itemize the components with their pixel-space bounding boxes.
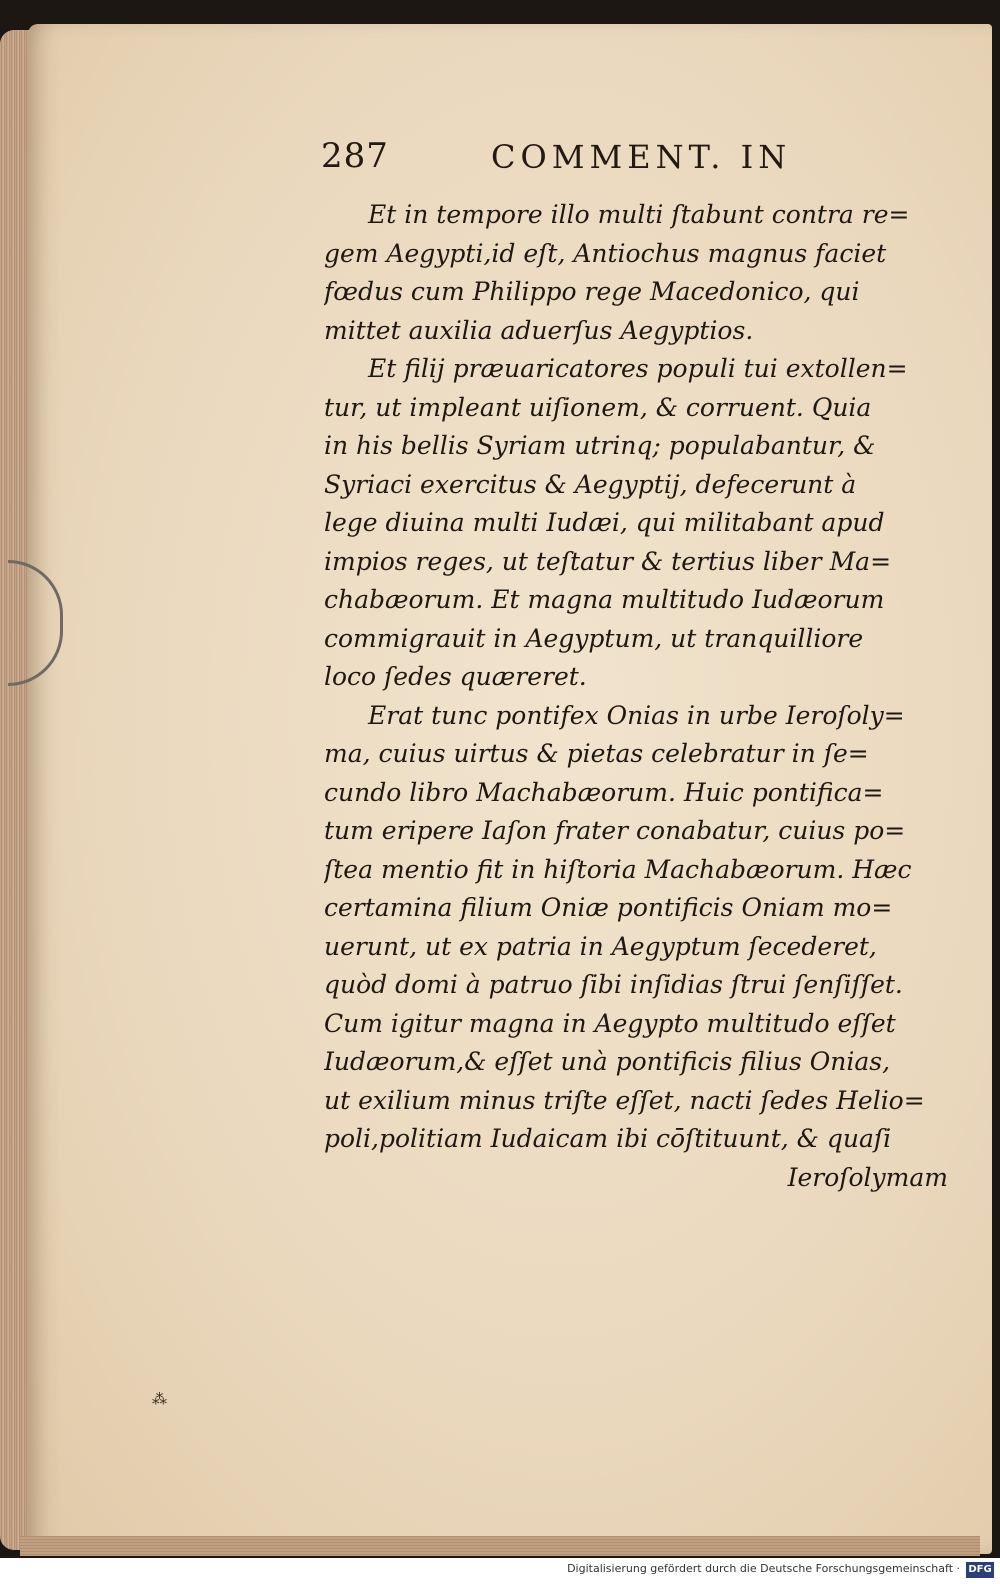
page-number: 287 — [321, 136, 389, 176]
text-line: Cum igitur magna in Aegypto multitudo eſſet — [324, 1008, 896, 1038]
paper-page — [28, 24, 992, 1554]
text-line: certamina filium Oniæ pontificis Oniam mo= — [324, 893, 893, 922]
text-line: impios reges, ut teſtatur & tertius liber Ma= — [324, 546, 892, 576]
page-block-bottom-edge — [20, 1536, 980, 1556]
ink-blot-mark: ⁂ — [152, 1390, 167, 1408]
text-line: lege diuina multi Iudæi, qui militabant apud — [324, 508, 885, 537]
text-line: in his bellis Syriam utrinq; populabantur, & — [324, 431, 876, 460]
dfg-logo: DFG — [966, 1562, 994, 1578]
text-line: ut exilium minus triſte eſſet, nacti ſedes Helio= — [324, 1085, 925, 1115]
text-line: ma, cuius uirtus & pietas celebratur in ſe= — [324, 739, 869, 768]
running-title: COMMENT. IN — [491, 138, 792, 176]
funding-credit: Digitalisierung gefördert durch die Deutsche Forschungsgemeinschaft · — [567, 1562, 960, 1575]
text-line: cundo libro Machabæorum. Huic pontifica= — [324, 777, 884, 807]
text-line: quòd domi à patruo ſibi inſidias ſtrui ſenſiſſet. — [324, 970, 903, 999]
text-line: Et in tempore illo multi ſtabunt contra re= — [368, 200, 910, 229]
text-line: poli,politiam Iudaicam ibi cōſtituunt, & quaſi — [324, 1124, 892, 1153]
text-line: Syriaci exercitus & Aegyptij, defecerunt à — [324, 469, 857, 499]
text-line: commigrauit in Aegyptum, ut tranquilliore — [324, 623, 864, 653]
catchword: Ieroſolymam — [787, 1162, 948, 1192]
text-line: Erat tunc pontifex Onias in urbe Ieroſoly= — [368, 700, 905, 730]
text-line: Iudæorum,& eſſet unà pontificis filius Onias, — [324, 1047, 891, 1076]
text-line: tur, ut impleant uiſionem, & corruent. Quia — [324, 392, 872, 422]
text-line: mittet auxilia aduerſus Aegyptios. — [324, 315, 754, 345]
text-line: tum eripere Iaſon frater conabatur, cuius po= — [324, 816, 906, 845]
text-line: uerunt, ut ex patria in Aegyptum ſecederet, — [324, 931, 877, 961]
text-line: gem Aegypti,id eſt, Antiochus magnus faciet — [324, 238, 887, 268]
footer-bar — [0, 1558, 1000, 1584]
text-line: chabæorum. Et magna multitudo Iudæorum — [324, 585, 885, 614]
text-line: Et filij præuaricatores populi tui extollen= — [368, 354, 908, 383]
text-line: fœdus cum Philippo rege Macedonico, qui — [324, 277, 860, 306]
text-line: ſtea mentio fit in hiſtoria Machabæorum. Hæc — [324, 854, 912, 884]
body-text — [324, 196, 954, 1197]
text-line: loco ſedes quæreret. — [324, 662, 587, 691]
